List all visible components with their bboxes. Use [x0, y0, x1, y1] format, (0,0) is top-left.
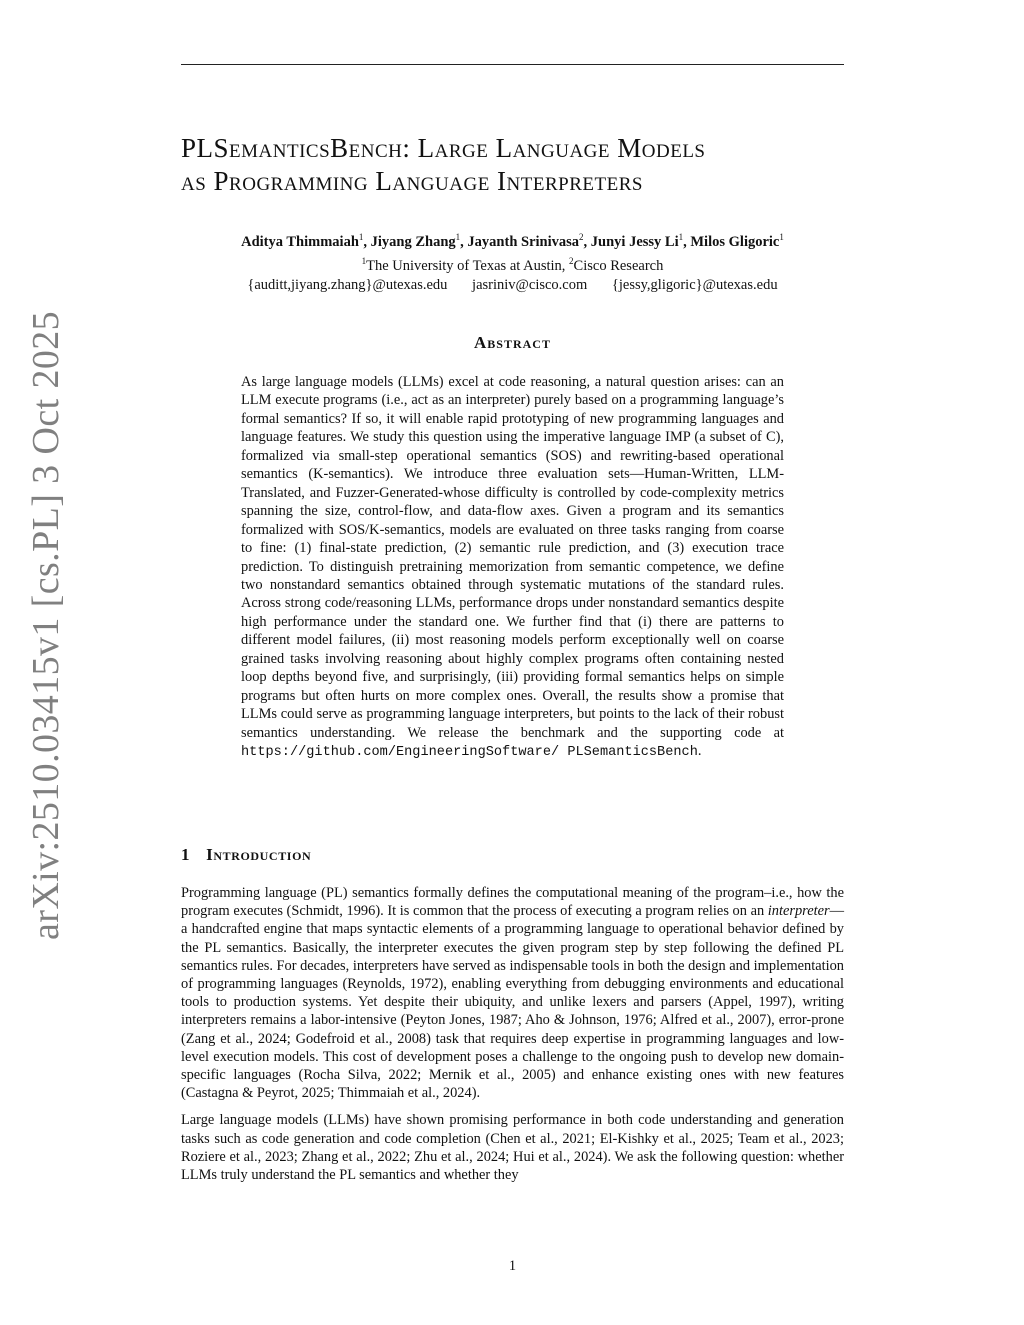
author-name: Aditya Thimmaiah — [241, 233, 359, 250]
introduction-paragraph-2: Large language models (LLMs) have shown promising performance in both code understanding and generation tasks such as code generation and code completion (Chen et al., 2021; El-Kishky et al., 2025; Team et al., 2023; Roziere et al., 2023; Zhang et al., 2022; Zhu et al., 2024; Hui et al., 2024). We ask the following question: whether LLMs truly understand the PL semantics and whether they — [181, 1112, 844, 1184]
author-affiliation-mark: 1 — [455, 232, 461, 242]
arxiv-identifier-stamp: arXiv:2510.03415v1 [cs.PL] 3 Oct 2025 — [25, 310, 67, 940]
author-name: Milos Gligoric — [690, 233, 780, 250]
repository-url-part-1: https://github.com/EngineeringSoftware/ — [241, 745, 560, 761]
title-line-2: as Programming Language Interpreters — [181, 166, 643, 196]
affiliation-ut-austin: The University of Texas at Austin, — [366, 257, 570, 274]
affiliations — [181, 252, 844, 276]
author-block — [181, 228, 844, 295]
emphasized-term: interpreter — [767, 903, 830, 920]
section-number: 1 — [181, 845, 191, 864]
paragraph-text: —a handcrafted engine that maps syntactic elements of a programming language to operational behavior defined by the PL semantics. Basically, the interpreter executes the given program step by step following the defined PL semantics rules. For decades, interpreters have served as indispensable tools in both the design and implementation of programming languages (Reynolds, 1972), enabling everything from debugging environments and educational tools to production systems. Yet despite their ubiquity, and unlike lexers and parsers (Appel, 1997), writing interpreters remains a labor-intensive (Peyton Jones, 1987; Aho & Johnson, 1976; Alfred et al., 2007), error-prone (Zang et al., 2024; Godefroid et al., 2008) task that requires deep expertise in programming languages and low-level execution models. This cost of development poses a challenge to the ongoing push to develop new domain-specific languages (Rocha Silva, 2022; Mernik et al., 2005) and enhance existing ones with new features (Castagna & Peyrot, 2025; Thimmaiah et al., 2024). — [181, 903, 844, 1102]
email-utexas-2: {jessy,gligoric}@utexas.edu — [611, 276, 778, 293]
affiliation-mark: 1 — [361, 255, 367, 266]
author-name: Jayanth Srinivasa — [467, 233, 580, 250]
email-cisco: jasriniv@cisco.com — [472, 276, 588, 293]
introduction-paragraph-1 — [181, 884, 844, 1102]
page-number: 1 — [508, 1258, 517, 1274]
author-affiliation-mark: 1 — [358, 232, 364, 242]
title-line-1: PLSemanticsBench: Large Language Models — [181, 133, 706, 163]
author-affiliation-mark: 1 — [779, 232, 784, 242]
author-emails — [181, 276, 844, 295]
author-affiliation-mark: 1 — [678, 232, 684, 242]
abstract-text: As large language models (LLMs) excel at code reasoning, a natural question arises: can an LLM execute programs (i.e., act as an interpreter) purely based on a programming language’s formal semantics? If so, it will enable rapid prototyping of new programming languages and language features. We study this question using the imperative language IMP (a subset of C), formalized via small-step operational semantics (SOS) and rewriting-based operational semantics (K-semantics). We introduce three evaluation sets—Human-Written, LLM-Translated, and Fuzzer-Generated-whose difficulty is controlled by code-complexity metrics spanning the size, control-flow, and data-flow axes. Given a program and its semantics formalized with SOS/K-semantics, models are evaluated on three tasks ranging from coarse to fine: (1) final-state prediction, (2) semantic rule prediction, and (3) execution trace prediction. To distinguish pretraining memorization from semantic competence, we define two nonstandard semantics obtained through systematic mutations of the standard rules. Across strong code/reasoning LLMs, performance drops under nonstandard semantics despite high performance under the standard one. We further find that (i) there are patterns to different model failures, (ii) most reasoning models perform exceptionally well on coarse grained tasks involving reasoning about highly complex programs often containing nested loop depths beyond five, and surprisingly, (iii) providing formal semantics helps on simple programs but often hurts on more complex ones. Overall, the results show a promise that LLMs could serve as programming language interpreters, but points to the lack of their robust semantics understanding. We release the benchmark and the supporting code at — [241, 374, 784, 741]
email-utexas-1: {auditt,jiyang.zhang}@utexas.edu — [247, 276, 448, 293]
section-title: Introduction — [206, 845, 312, 864]
repository-link[interactable] — [241, 745, 698, 760]
introduction-body — [181, 884, 844, 1184]
author-affiliation-mark: 2 — [579, 232, 584, 242]
paragraph-text: Programming language (PL) semantics formally defines the computational meaning of the program–i.e., how the program executes (Schmidt, 1996). It is common that the process of executing a program relies on an — [181, 885, 844, 920]
abstract-heading: Abstract — [474, 333, 551, 352]
author-name: Jiyang Zhang — [370, 233, 456, 250]
affiliation-cisco: Cisco Research — [573, 257, 664, 274]
affiliation-mark: 2 — [569, 255, 574, 266]
author-names: Aditya Thimmaiah$^1$, Jiyang Zhang$^1$, Jayanth Srinivasa$^2$, Junyi Jessy Li$^1$, Milos Gligoric$^1$ — [241, 232, 784, 250]
author-name: Junyi Jessy Li — [590, 233, 679, 250]
section-heading-introduction — [181, 845, 844, 865]
abstract-body — [241, 373, 784, 763]
abstract-end-punctuation: . — [697, 743, 702, 760]
paper-title — [181, 132, 861, 198]
repository-url-part-2: PLSemanticsBench — [567, 745, 698, 761]
top-rule — [181, 64, 844, 65]
